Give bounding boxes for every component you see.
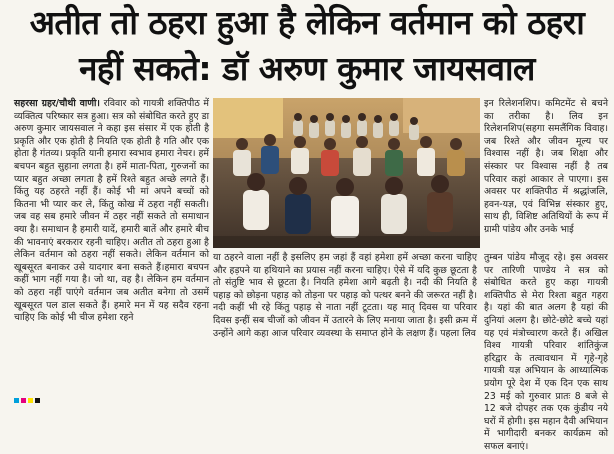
dateline: सहरसा ग्रहर/चौथी वाणी।: [14, 98, 100, 109]
registration-mark-yellow: [28, 398, 33, 403]
left-column-text: रविवार को गायत्री शक्तिपीठ में व्यक्तित्व परिष्कार सत्र हुआ। सत्र को संबोधित करते हुए डा अरुण कुमार जायसवाल ने कहा इस संसार में एक होती है प्रकृति और एक होती है नियति एक होती है गति और एक होता है गंतव्य। प्रकृति यानी हमारा स्वभाव हमारा नेचर। हमें बचपन बहुत सुहाना लगता है। हमें माता-पिता, गुरुजनों का प्यार बहुत अच्छा लगता है हमें रिश्ते बहुत अच्छे लगते हैं। किंतु यह ठहरते नहीं हैं। कोई भी मां अपने बच्चों को कितना भी प्यार कर ले, किंतु कोख में ठहरा नहीं सकती। जब वह सब हमारे जीवन में ठहर नहीं सकते तो समाधान क्या है। समाधान है हमारी यादें, हमारी बातें और हमारे बीच की भावनाएं बरकरार रहनी चाहिए। अतीत तो ठहरा हुआ है लेकिन वर्तमान को ठहरा नहीं सकते। लेकिन वर्तमान को खूबसूरत बनाकर उसे यादगार बना सकते हैं।हमारा बचपन कहीं भाग नहीं गया है। जो था, वह है। लेकिन हम वर्तमान को ठहरा नहीं पाएंगे वर्तमान जब अतीत बनेगा तो उसमें खूबसूरत पल डाल सकते हैं। हमारे मन में यह सदैव रहना चाहिए कि कोई भी चीज हमेशा रहने: [14, 98, 209, 324]
right-column-top-text: इन रिलेशनशिप। कमिटमेंट से बचने का तरीका है। लिव इन रिलेशनशिप(सहगा समलैंगिक विवाह। जब रिश्ते और जीवन मूल्य पर विश्वास नहीं है। जब शिक्षा और संस्कार पर विश्वास नहीं है तब परिवार कहां आकार ले पाएगा। इस अवसर पर शक्तिपीठ में श्रद्धांजलि, हवन-यज्ञ, एवं विभिन्न संस्कार हुए, साथ ही, विशिष्ट अतिथियों के रूप में ग्रामी पांडेय और उनके भाई: [484, 98, 608, 235]
middle-column-text: या ठहरने वाला नहीं है इसलिए हम जहां हैं वहां हमेशा हमें अच्छा करना चाहिए और हड़पने या हथियाने का प्रयास नहीं करना चाहिए। ऐसे में यदि कुछ छूटता है तो संतुष्टि भाव से छूटता है। नियति हमेशा आगे बढ़ती है। नदी की नियति है पहाड़ को छोड़ना पहाड़ को तोड़ना पर पहाड़ को पत्थर बनने की जरूरत नहीं है। नदी कहीं भी रहे किंतु पहाड़ से नाता नहीं टूटता। यह मातृ दिवस या परिवार दिवस इन्हीं सब चीजों को जीवन में उतारने के लिए मनाया जाता है। इसी क्रम में उन्होंने आगे कहा आज परिवार व्यवस्था के समाप्त होने के लक्षण हैं। पहला लिव: [213, 252, 477, 339]
registration-mark-black: [35, 398, 40, 403]
registration-mark-cyan: [14, 398, 19, 403]
headline-line-2: नहीं सकते: डॉ अरुण कुमार जायसवाल: [79, 49, 535, 88]
registration-mark-magenta: [21, 398, 26, 403]
article-column-middle: [213, 252, 477, 403]
event-photo-image: [213, 98, 480, 248]
article-column-right-bottom: [484, 252, 608, 452]
event-photo: [213, 98, 480, 248]
headline-line-1: अतीत तो ठहरा हुआ है लेकिन वर्तमान को ठहरा: [29, 3, 585, 42]
article-column-left: [14, 98, 209, 403]
right-bottom-text: तुम्बन पांडेय मौजूद रहे। इस अवसर पर तारिणी पाण्डेय ने सत्र को संबोधित करते हुए कहा गायत्री शक्तिपीठ से मेरा रिश्ता बहुत गहरा है। यहां की बात अलग है यहां की दुनियां अलग है। छोटे-छोटे बच्चे यहां यह एवं मंत्रोच्चारण करते हैं। अखिल विश्व गायत्री परिवार शांतिकुंज हरिद्वार के तत्वावधान में गृहे-गृहे गायत्री यज्ञ अभियान के आध्यात्मिक प्रयोग पूरे देश में एक दिन एक साथ 23 मई को गुरुवार प्रातः 8 बजे से 12 बजे दोपहर तक एक कुंडीय नये घरों में होगी। इस महान दैवी अभियान में भागीदारी बनकर कार्यक्रम को सफल बनाएं।: [484, 252, 608, 452]
article-column-right-top: [484, 98, 608, 276]
